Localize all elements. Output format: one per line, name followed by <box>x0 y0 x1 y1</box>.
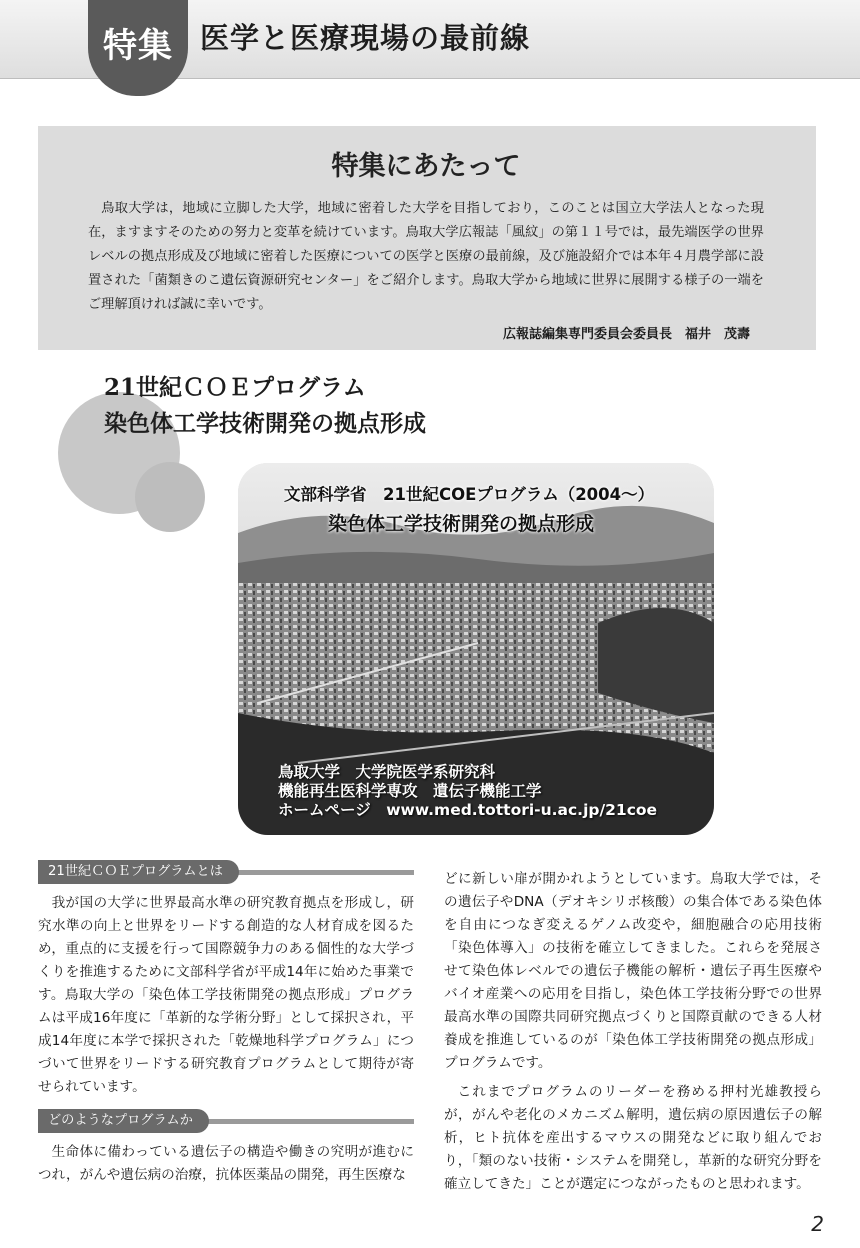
photo-caption-homepage: ホームページ www.med.tottori-u.ac.jp/21coe <box>278 801 658 819</box>
right-column <box>444 868 822 1196</box>
aerial-city-photo <box>238 463 714 835</box>
right-column-paragraph-2: これまでプログラムのリーダーを務める押村光雄教授らが，がんや老化のメカニズム解明，遺伝病の原因遺伝子の解析，ヒト抗体を産出するマウスの開発などに取り組んでおり，「類のない技術・システムを開発し，革新的な研究分野を確立してきた」ことが選定につながったものと思われます。 <box>444 1084 822 1192</box>
section-heading-bar <box>38 860 414 884</box>
section-coe-text: 我が国の大学に世界最高水準の研究教育拠点を形成し，研究水準の向上と世界をリードする創造的な人材育成を図るため，重点的に支援を行って国際競争力のある個性的な大学づくりを推進するために文部科学省が平成14年に始めた事業です。鳥取大学の「染色体工学技術開発の拠点形成」プログラムは平成16年度に「革新的な学術分野」として採択され，平成14年度に本学で採択された「乾燥地科学プログラム」につづいて世界をリードする研究教育プログラムとして期待が寄せられています。 <box>38 895 414 1095</box>
photo-caption-main: 染色体工学技術開発の拠点形成 <box>328 513 595 535</box>
section-heading-coe: 21世紀ＣＯＥプログラムとは <box>38 860 239 884</box>
intro-signature: 広報誌編集専門委員会委員長 福井 茂壽 <box>502 327 750 342</box>
coe-heading-line-1: 21世紀ＣＯＥプログラム <box>104 374 366 401</box>
page-number: 2 <box>811 1212 824 1236</box>
left-column <box>38 860 414 1187</box>
intro-box <box>38 126 816 350</box>
photo-caption-department: 機能再生医科学専攻 遺伝子機能工学 <box>278 782 542 800</box>
section-heading-program: どのようなプログラムか <box>38 1109 209 1133</box>
photo-caption-top: 文部科学省 21世紀COEプログラム（2004〜） <box>284 485 655 504</box>
section-program-text: 生命体に備わっている遺伝子の構造や働きの究明が進むにつれ，がんや遺伝病の治療，抗体医薬品の開発，再生医療な <box>38 1144 414 1183</box>
feature-tab: 特集 <box>88 0 188 96</box>
page-title: 医学と医療現場の最前線 <box>200 21 531 55</box>
photo-caption-university: 鳥取大学 大学院医学系研究科 <box>278 763 496 781</box>
section-heading-bar <box>38 1109 414 1133</box>
coe-heading-line-2: 染色体工学技術開発の拠点形成 <box>104 410 426 437</box>
right-column-paragraph-1: どに新しい扉が開かれようとしています。鳥取大学では，その遺伝子やDNA（デオキシリボ核酸）の集合体である染色体を自由につなぎ変えるゲノム改変や，細胞融合の応用技術「染色体導入」の技術を確立してきました。これらを発展させて染色体レベルでの遺伝子機能の解析・遺伝子再生医療やバイオ産業への応用を目指し，染色体工学技術分野での世界最高水準の国際共同研究拠点づくりと国際貢献のできる人材養成を推進しているのが「染色体工学技術開発の拠点形成」プログラムです。 <box>444 871 822 1071</box>
coe-heading <box>104 370 426 442</box>
intro-title: 特集にあたって <box>331 151 521 182</box>
decorative-circle-small <box>135 462 205 532</box>
intro-text: 鳥取大学は，地域に立脚した大学，地域に密着した大学を目指しており，このことは国立大学法人となった現在，ますますそのための努力と変革を続けています。鳥取大学広報誌「風紋」の第１１号では，最先端医学の世界レベルの拠点形成及び地域に密着した医療についての医学と医療の最前線，及び施設紹介では本年４月農学部に設置された「菌類きのこ遺伝資源研究センター」をご紹介します。鳥取大学から地域に世界に展開する様子の一端をご理解頂ければ誠に幸いです。 <box>88 201 764 312</box>
